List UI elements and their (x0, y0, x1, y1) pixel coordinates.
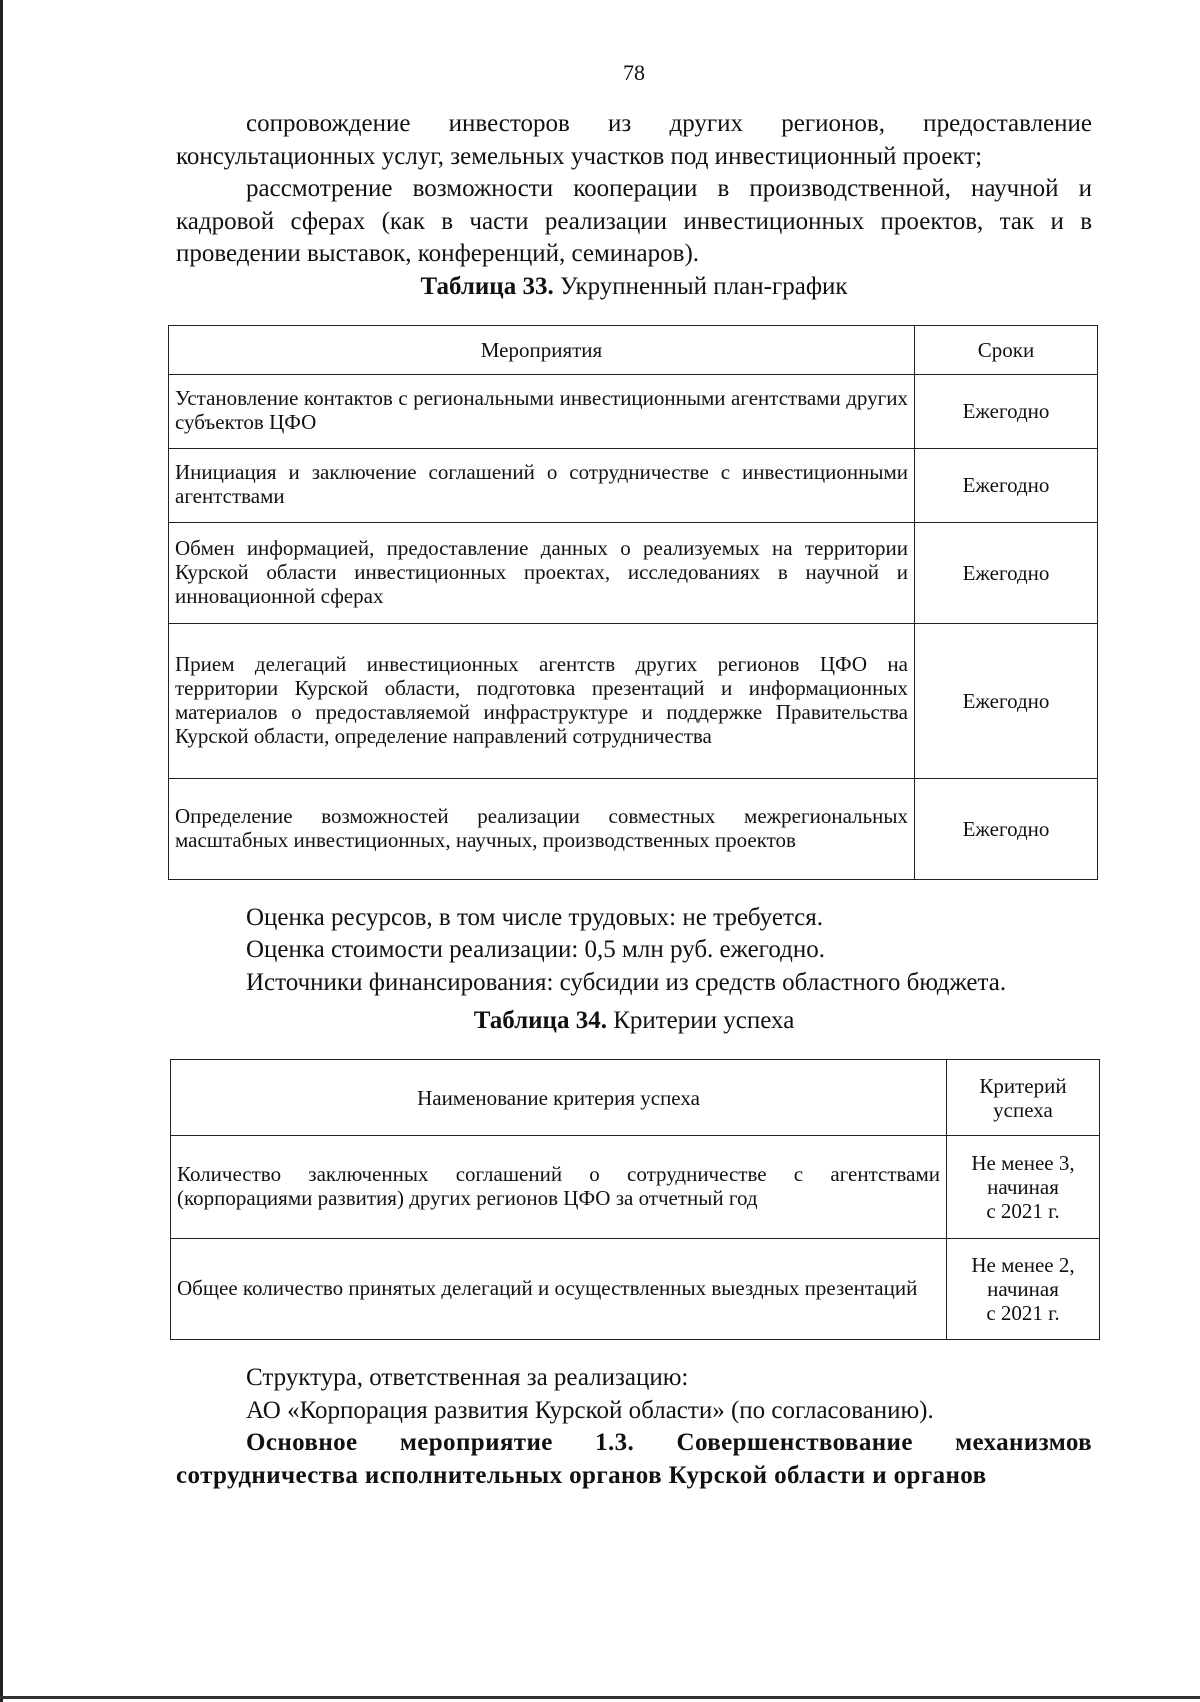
event-cell: Определение возможностей реализации совместных межрегиональных масштабных инвестиционных, научных, производственных проектов (169, 778, 915, 879)
event-cell: Прием делегаций инвестиционных агентств других регионов ЦФО на территории Курской области, подготовка презентаций и информационных материалов о предоставляемой инфраструктуре и поддержке Правительства Курской области, определение направлений сотрудничества (169, 623, 915, 778)
table-row (169, 778, 1098, 879)
criterion-value-line: с 2021 г. (986, 1199, 1060, 1223)
cost-paragraph: Оценка стоимости реализации: 0,5 млн руб. ежегодно. (246, 936, 825, 963)
criterion-value-line: Не менее 2, (971, 1253, 1075, 1277)
success-criteria-table (170, 1059, 1100, 1340)
table34-caption-number: Таблица 34. (473, 1007, 607, 1034)
scan-edge-left (0, 0, 3, 1702)
criterion-value-cell (947, 1136, 1100, 1239)
table-row (169, 374, 1098, 448)
document-page (176, 60, 1092, 1492)
table-header-row (171, 1060, 1100, 1136)
event-cell: Инициация и заключение соглашений о сотрудничестве с инвестиционными агентствами (169, 448, 915, 522)
table33-caption-title: Укрупненный план-график (553, 272, 848, 300)
header-criterion: Критерий успеха (947, 1060, 1100, 1136)
section-heading: Основное мероприятие 1.3. Совершенствование механизмов сотрудничества исполнительных органов Курской области и органов (176, 1429, 1092, 1489)
table-row (169, 623, 1098, 778)
criterion-value-cell (947, 1239, 1100, 1340)
table-row (171, 1136, 1100, 1239)
table33-caption-number: Таблица 33. (420, 272, 554, 300)
criterion-name-cell: Количество заключенных соглашений о сотрудничестве с агентствами (корпорациями развития) других регионов ЦФО за отчетный год (171, 1136, 947, 1239)
header-events: Мероприятия (169, 325, 915, 374)
criterion-value-line: начиная (987, 1175, 1059, 1199)
resources-paragraph: Оценка ресурсов, в том числе трудовых: не требуется. (246, 903, 824, 931)
criterion-value-line: начиная (987, 1277, 1059, 1301)
table-row (171, 1239, 1100, 1340)
term-cell: Ежегодно (915, 374, 1098, 448)
responsible-structure-name: АО «Корпорация развития Курской области» (по согласованию). (246, 1396, 934, 1424)
scan-edge-bottom (0, 1696, 1200, 1699)
criterion-value-line: Не менее 3, (971, 1151, 1075, 1175)
table34-caption-title: Критерии успеха (606, 1007, 795, 1034)
page-number: 78 (623, 60, 645, 85)
header-terms: Сроки (915, 325, 1098, 374)
intro-paragraph-2: рассмотрение возможности кооперации в производственной, научной и кадровой сферах (как в части реализации инвестиционных проектов, так и в проведении выставок, конференций, семинаров). (176, 175, 1092, 267)
criterion-value-line: с 2021 г. (986, 1301, 1060, 1325)
table-row (169, 522, 1098, 623)
table-header-row (169, 325, 1098, 374)
table34-caption (176, 1005, 1092, 1037)
header-criterion-name: Наименование критерия успеха (171, 1060, 947, 1136)
criterion-name-cell: Общее количество принятых делегаций и осуществленных выездных презентаций (171, 1239, 947, 1340)
term-cell: Ежегодно (915, 623, 1098, 778)
table-row (169, 448, 1098, 522)
table33-caption (176, 271, 1092, 303)
event-cell: Установление контактов с региональными инвестиционными агентствами других субъектов ЦФО (169, 374, 915, 448)
responsible-structure-label: Структура, ответственная за реализацию: (246, 1364, 689, 1391)
plan-schedule-table (168, 325, 1098, 880)
term-cell: Ежегодно (915, 448, 1098, 522)
term-cell: Ежегодно (915, 778, 1098, 879)
funding-paragraph: Источники финансирования: субсидии из средств областного бюджета. (246, 968, 1007, 996)
event-cell: Обмен информацией, предоставление данных о реализуемых на территории Курской области инвестиционных проектах, исследованиях в научной и инновационной сферах (169, 522, 915, 623)
intro-paragraph-1: сопровождение инвесторов из других регионов, предоставление консультационных услуг, земельных участков под инвестиционный проект; (176, 110, 1092, 170)
term-cell: Ежегодно (915, 522, 1098, 623)
